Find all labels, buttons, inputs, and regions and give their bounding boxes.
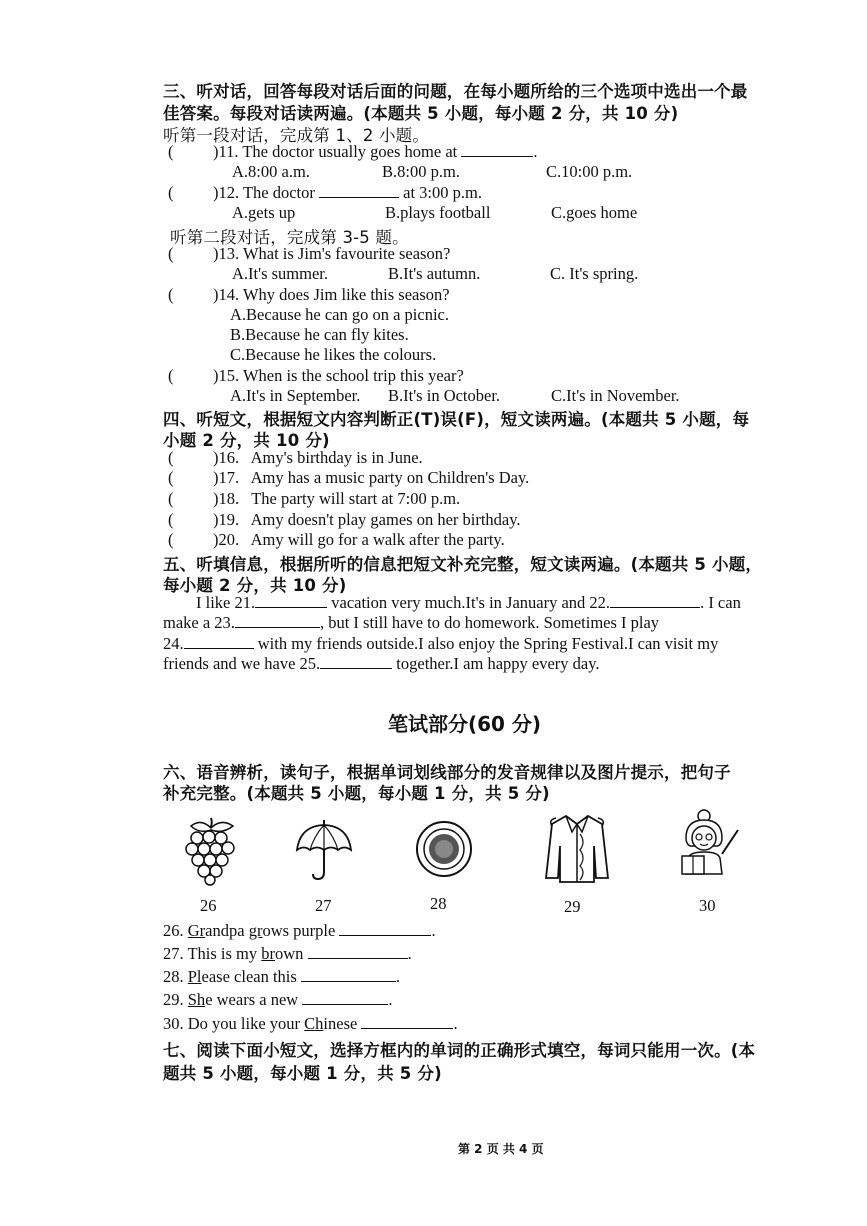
q11-stem: )11. The doctor usually goes home at .: [213, 142, 538, 161]
picture-label-30: 30: [699, 896, 716, 915]
q12-option-b: B.plays football: [385, 203, 491, 222]
plate-icon: [415, 820, 473, 878]
q15-option-b: B.It's in October.: [388, 386, 501, 405]
q16-paren: (: [168, 448, 174, 467]
section4-heading-line2: 小题 2 分，共 10 分): [163, 431, 330, 450]
answer-blank[interactable]: [319, 183, 399, 198]
q14-option-a: A.Because he can go on a picnic.: [230, 305, 449, 324]
q11-paren: (: [168, 142, 174, 161]
q16-statement: )16. Amy's birthday is in June.: [213, 448, 423, 467]
q17-statement: )17. Amy has a music party on Children's Day.: [213, 468, 530, 487]
blank-24[interactable]: [184, 634, 254, 649]
q20-paren: (: [168, 530, 174, 549]
q12-paren: (: [168, 183, 174, 202]
blank-22[interactable]: [610, 593, 700, 608]
q19-paren: (: [168, 510, 174, 529]
section6-heading-line1: 六、语音辨析，读句子，根据单词划线部分的发音规律以及图片提示，把句子: [163, 763, 731, 782]
blank-28[interactable]: [301, 967, 396, 982]
section5-heading-line2: 每小题 2 分，共 10 分): [163, 576, 347, 595]
section4-heading-line1: 四、听短文，根据短文内容判断正(T)误(F)，短文读两遍。(本题共 5 小题，每: [163, 410, 750, 429]
q11-option-b: B.8:00 p.m.: [382, 162, 460, 181]
section5-heading-line1: 五、听填信息，根据所听的信息把短文补充完整，短文读两遍。(本题共 5 小题，: [163, 555, 763, 574]
picture-label-28: 28: [430, 894, 447, 913]
dialog1-instruction: 听第一段对话，完成第 1、2 小题。: [163, 126, 430, 145]
q12-stem: )12. The doctor at 3:00 p.m.: [213, 183, 482, 202]
q14-option-b: B.Because he can fly kites.: [230, 325, 409, 344]
section6-heading-line2: 补充完整。(本题共 5 小题，每小题 1 分，共 5 分): [163, 784, 550, 803]
answer-blank[interactable]: [461, 142, 533, 157]
page-footer: 第 2 页 共 4 页: [458, 1142, 544, 1156]
q17-paren: (: [168, 468, 174, 487]
umbrella-icon: [294, 818, 354, 882]
section3-heading-line1: 三、听对话，回答每段对话后面的问题，在每小题所给的三个选项中选出一个最: [163, 82, 748, 101]
q18-statement: )18. The party will start at 7:00 p.m.: [213, 489, 461, 508]
picture-label-27: 27: [315, 896, 332, 915]
passage-line-3: 24. with my friends outside.I also enjoy the Spring Festival.I can visit my: [163, 634, 719, 653]
picture-label-26: 26: [200, 896, 217, 915]
blank-23[interactable]: [235, 613, 320, 628]
q15-stem: )15. When is the school trip this year?: [213, 366, 464, 385]
q13-option-c: C. It's spring.: [550, 264, 639, 283]
picture-label-29: 29: [564, 897, 581, 916]
jacket-icon: [544, 812, 610, 884]
q15-paren: (: [168, 366, 174, 385]
q12-option-a: A.gets up: [232, 203, 296, 222]
q13-option-a: A.It's summer.: [232, 264, 329, 283]
section7-heading-line1: 七、阅读下面小短文，选择方框内的单词的正确形式填空，每词只能用一次。(本: [163, 1041, 756, 1060]
q11-option-a: A.8:00 a.m.: [232, 162, 310, 181]
q14-paren: (: [168, 285, 174, 304]
q19-statement: )19. Amy doesn't play games on her birthday.: [213, 510, 521, 529]
q20-statement: )20. Amy will go for a walk after the party.: [213, 530, 505, 549]
sentence-30: 30. Do you like your Chinese .: [163, 1014, 458, 1033]
q15-option-a: A.It's in September.: [230, 386, 361, 405]
passage-line-4: friends and we have 25. together.I am happy every day.: [163, 654, 600, 673]
q12-option-c: C.goes home: [551, 203, 638, 222]
sentence-26: 26. Grandpa grows purple .: [163, 921, 436, 940]
passage-line-2: make a 23. , but I still have to do homework. Sometimes I play: [163, 613, 660, 632]
dialog2-instruction: 听第二段对话，完成第 3-5 题。: [170, 228, 409, 247]
passage-line-1: I like 21. vacation very much.It's in January and 22. . I can: [196, 593, 741, 612]
blank-29[interactable]: [302, 990, 388, 1005]
sentence-29: 29. She wears a new .: [163, 990, 393, 1009]
blank-26[interactable]: [339, 921, 431, 936]
q14-option-c: C.Because he likes the colours.: [230, 345, 437, 364]
sentence-28: 28. Please clean this .: [163, 967, 401, 986]
blank-25[interactable]: [320, 654, 392, 669]
sentence-27: 27. This is my brown .: [163, 944, 412, 963]
section3-heading-line2: 佳答案。每段对话读两遍。(本题共 5 小题，每小题 2 分，共 10 分): [163, 104, 679, 123]
q13-paren: (: [168, 244, 174, 263]
blank-27[interactable]: [308, 944, 408, 959]
blank-21[interactable]: [255, 593, 327, 608]
blank-30[interactable]: [361, 1014, 453, 1029]
written-part-title: 笔试部分(60 分): [388, 712, 542, 736]
grapes-icon: [183, 816, 239, 886]
q11-option-c: C.10:00 p.m.: [546, 162, 633, 181]
q13-option-b: B.It's autumn.: [388, 264, 481, 283]
q14-stem: )14. Why does Jim like this season?: [213, 285, 450, 304]
q15-option-c: C.It's in November.: [551, 386, 680, 405]
q18-paren: (: [168, 489, 174, 508]
q13-stem: )13. What is Jim's favourite season?: [213, 244, 451, 263]
section7-heading-line2: 题共 5 小题，每小题 1 分，共 5 分): [163, 1064, 442, 1083]
teacher-icon: [676, 808, 742, 882]
